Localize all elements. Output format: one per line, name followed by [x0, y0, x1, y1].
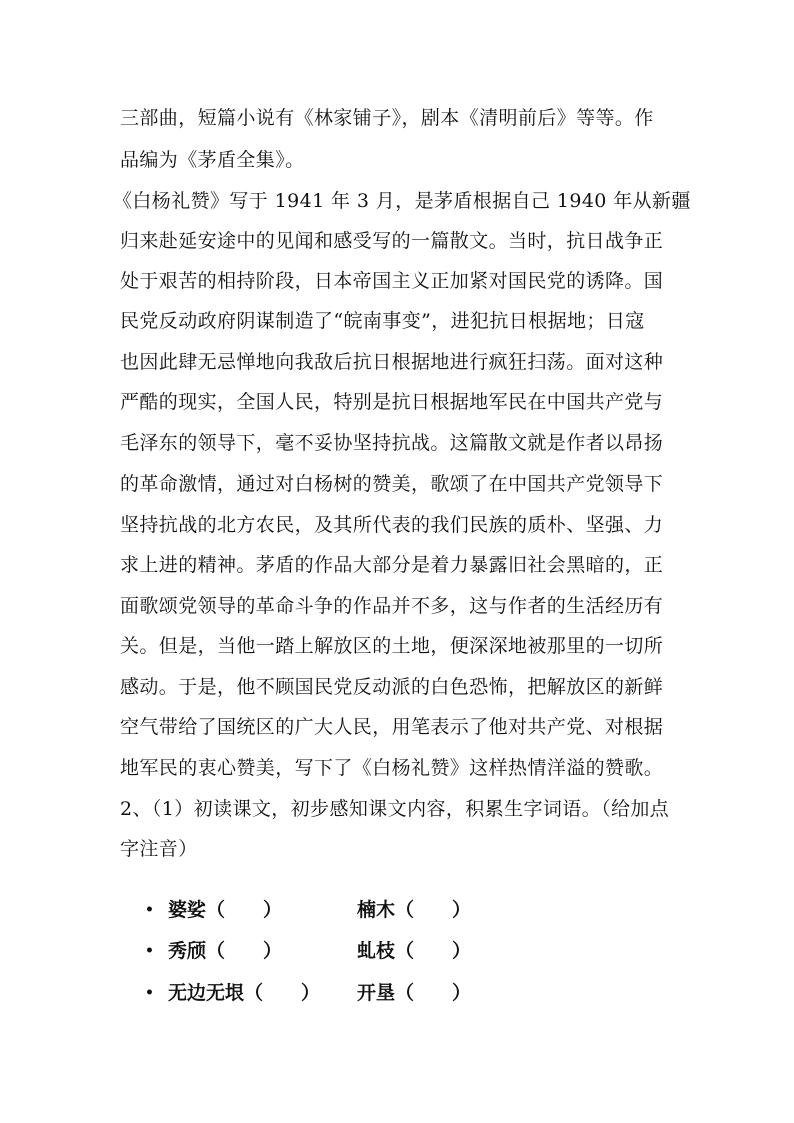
question-line: 字注音）: [120, 838, 198, 860]
paragraph-line: 处于艰苦的相持阶段，日本帝国主义正加紧对国民党的诱降。国: [120, 270, 664, 292]
paragraph-line: 民党反动政府阴谋制造了“皖南事变”，进犯抗日根据地；日寇: [120, 310, 645, 332]
paragraph-line: 归来赴延安途中的见闻和感受写的一篇散文。当时，抗日战争正: [120, 230, 664, 252]
paragraph-line: 三部曲，短篇小说有《林家铺子》，剧本《清明前后》等等。作: [120, 107, 654, 129]
vocab-item: 虬枝（ ）: [357, 940, 472, 962]
vocab-item: 无边无垠（ ）: [168, 982, 321, 1004]
paragraph-line: 的革命激情，通过对白杨树的赞美，歌颂了在中国共产党领导下: [120, 473, 664, 495]
vocab-item: 开垦（ ）: [357, 982, 472, 1004]
vocab-item: 秀颀（ ）: [168, 940, 283, 962]
paragraph-line: 毛泽东的领导下，毫不妥协坚持抗战。这篇散文就是作者以昂扬: [120, 432, 664, 454]
paragraph-line: 空气带给了国统区的广大人民，用笔表示了他对共产党、对根据: [120, 716, 664, 738]
paragraph-line: 关。但是，当他一踏上解放区的土地，便深深地被那里的一切所: [120, 635, 664, 657]
paragraph-line: 严酷的现实，全国人民，特别是抗日根据地军民在中国共产党与: [120, 391, 664, 413]
paragraph-line: 面歌颂党领导的革命斗争的作品并不多，这与作者的生活经历有: [120, 595, 664, 617]
vocab-item: 婆娑（ ）: [168, 899, 283, 921]
bullet-icon: •: [145, 943, 154, 959]
paragraph-line: 坚持抗战的北方农民，及其所代表的我们民族的质朴、坚强、力: [120, 514, 664, 536]
bullet-icon: •: [145, 985, 154, 1001]
paragraph-line: 品编为《茅盾全集》。: [120, 149, 305, 171]
paragraph-line: 《白杨礼赞》写于 1941 年 3 月，是茅盾根据自己 1940 年从新疆: [113, 190, 691, 212]
paragraph-line: 也因此肆无忌惮地向我敌后抗日根据地进行疯狂扫荡。面对这种: [120, 351, 664, 373]
question-line: 2、（1）初读课文，初步感知课文内容，积累生字词语。（给加点: [120, 798, 670, 820]
vocab-item: 楠木（ ）: [357, 899, 472, 921]
bullet-icon: •: [145, 902, 154, 918]
paragraph-line: 求上进的精神。茅盾的作品大部分是着力暴露旧社会黑暗的，正: [120, 554, 664, 576]
paragraph-line: 感动。于是，他不顾国民党反动派的白色恐怖，把解放区的新鲜: [120, 676, 664, 698]
paragraph-line: 地军民的衷心赞美，写下了《白杨礼赞》这样热情洋溢的赞歌。: [120, 757, 664, 779]
